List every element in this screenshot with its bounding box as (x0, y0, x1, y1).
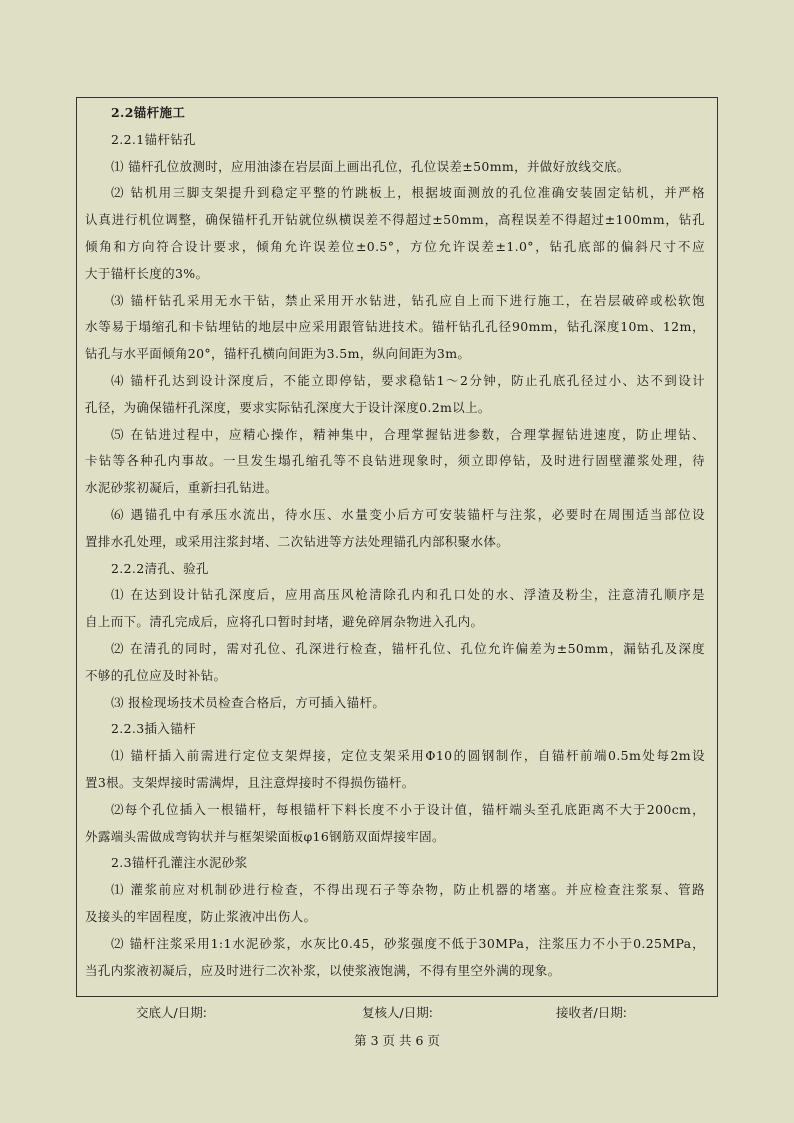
section-heading: 2.2锚杆施工 (111, 105, 186, 120)
paragraph-line: 卡钻等各种孔内事故。一旦发生塌孔缩孔等不良钻进现象时，须立即停钻，及时进行固壁灌浆处理，待 (85, 453, 705, 469)
receiver-label: 接收者/日期: (556, 1005, 627, 1020)
paragraph-line: 置排水孔处理，或采用注浆封堵、二次钻进等方法处理锚孔内部积聚水体。 (85, 533, 510, 549)
paragraph-line: ⑸ 在钻进过程中，应精心操作，精神集中，合理掌握钻进参数，合理掌握钻进速度，防止埋钻、 (111, 426, 705, 442)
paragraph-line: ⑵ 在清孔的同时，需对孔位、孔深进行检查，锚杆孔位、孔位允许偏差为±50mm，漏钻孔及深度 (111, 640, 705, 656)
paragraph-line: ⑷ 锚杆孔达到设计深度后，不能立即停钻，要求稳钻1～2分钟，防止孔底孔径过小、达不到设计 (111, 372, 705, 388)
paragraph-line: 外露端头需做成弯钩状并与框架梁面板φ16钢筋双面焊接牢固。 (85, 828, 445, 844)
paragraph-line: 大于锚杆长度的3%。 (85, 265, 209, 281)
paragraph-line: 钻孔与水平面倾角20°，锚杆孔横向间距为3.5m，纵向间距为3m。 (85, 346, 471, 362)
paragraph-line: 认真进行机位调整，确保锚杆孔开钻就位纵横误差不得超过±50mm，高程误差不得超过±100mm，钻孔 (85, 212, 705, 228)
paragraph-line: 倾角和方向符合设计要求，倾角允许误差位±0.5°，方位允许误差±1.0°，钻孔底部的偏斜尺寸不应 (85, 238, 705, 254)
subsection-heading: 2.2.2清孔、验孔 (111, 560, 209, 576)
paragraph-line: 当孔内浆液初凝后，应及时进行二次补浆，以使浆液饱满，不得有里空外满的现象。 (85, 962, 561, 978)
handover-label: 交底人/日期: (136, 1005, 207, 1020)
paragraph-line: ⑵每个孔位插入一根锚杆，每根锚杆下料长度不小于设计值，锚杆端头至孔底距离不大于200cm， (111, 801, 705, 817)
reviewer-label: 复核人/日期: (362, 1005, 433, 1020)
paragraph-line: ⑶ 报检现场技术员检查合格后，方可插入锚杆。 (111, 694, 386, 710)
paragraph-line: ⑴ 在达到设计钻孔深度后，应用高压风枪清除孔内和孔口处的水、浮渣及粉尘，注意清孔顺序是 (111, 587, 705, 603)
paragraph-line: ⑵ 锚杆注浆采用1:1水泥砂浆，水灰比0.45，砂浆强度不低于30MPa，注浆压力不小于0.25MPa， (111, 935, 705, 951)
page-number: 第 3 页 共 6 页 (354, 1033, 440, 1048)
paragraph-line: 孔径，为确保锚杆孔深度，要求实际钻孔深度大于设计深度0.2m以上。 (85, 399, 491, 415)
paragraph-line: ⑴ 锚杆插入前需进行定位支架焊接，定位支架采用Φ10的圆钢制作，自锚杆前端0.5m处每2m设 (111, 748, 705, 764)
content-frame (76, 97, 718, 997)
subsection-heading: 2.3锚杆孔灌注水泥砂浆 (111, 855, 248, 871)
paragraph-line: 置3根。支架焊接时需满焊，且注意焊接时不得损伤锚杆。 (85, 774, 415, 790)
signature-row (0, 1003, 794, 1021)
paragraph-line: 自上而下。清孔完成后，应将孔口暂时封堵，避免碎屑杂物进入孔内。 (85, 614, 484, 630)
paragraph-line: 及接头的牢固程度，防止浆液冲出伤人。 (85, 908, 317, 924)
paragraph-line: ⑴ 锚杆孔位放测时，应用油漆在岩层面上画出孔位，孔位误差±50mm，并做好放线交底。 (111, 158, 630, 174)
paragraph-line: 水泥砂浆初凝后，重新扫孔钻进。 (85, 480, 278, 496)
paragraph-line: ⑴ 灌浆前应对机制砂进行检查，不得出现石子等杂物，防止机器的堵塞。并应检查注浆泵、管路 (111, 882, 705, 898)
subsection-heading: 2.2.3插入锚杆 (111, 721, 196, 737)
paragraph-line: ⑹ 遇锚孔中有承压水流出，待水压、水量变小后方可安装锚杆与注浆，必要时在周围适当部位设 (111, 506, 705, 522)
subsection-heading: 2.2.1锚杆钻孔 (111, 131, 196, 147)
paragraph-line: 水等易于塌缩孔和卡钻埋钻的地层中应采用跟管钻进技术。锚杆钻孔孔径90mm，钻孔深度10m、12m， (85, 319, 705, 335)
paragraph-line: 不够的孔位应及时补钻。 (85, 667, 227, 683)
paragraph-line: ⑵ 钻机用三脚支架提升到稳定平整的竹跳板上，根据坡面测放的孔位准确安装固定钻机，并严格 (111, 185, 705, 201)
paragraph-line: ⑶ 锚杆钻孔采用无水干钻，禁止采用开水钻进，钻孔应自上而下进行施工，在岩层破碎或松软饱 (111, 292, 705, 308)
